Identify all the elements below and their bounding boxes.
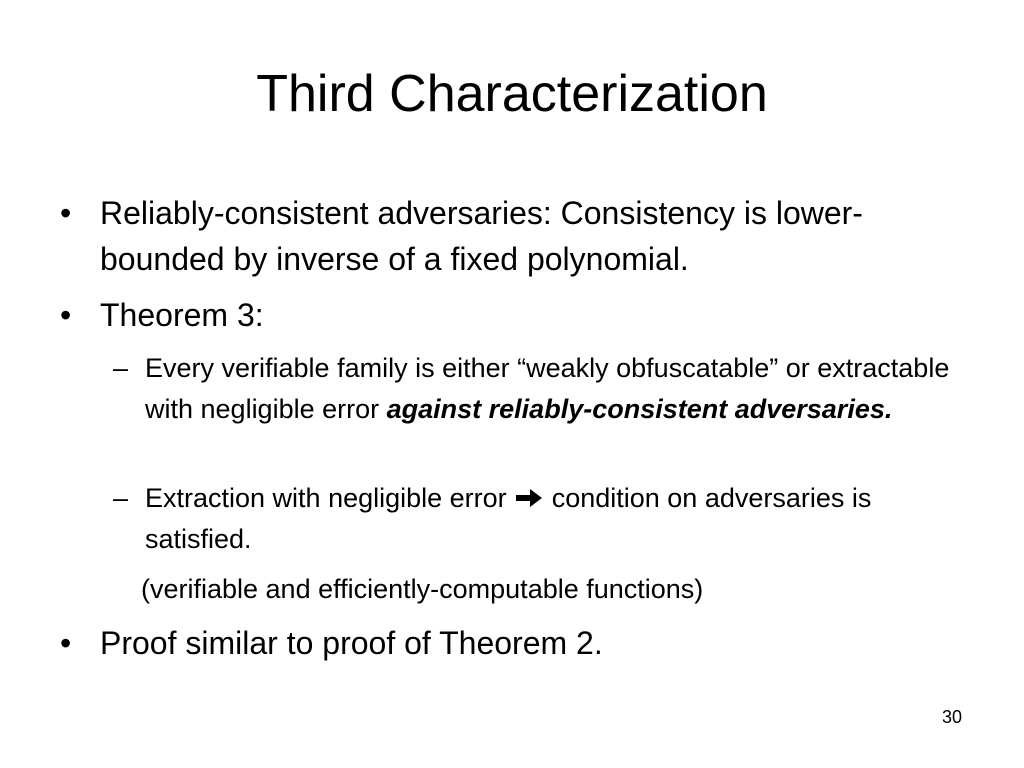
sub-bullet-item-1 <box>113 348 975 430</box>
dash-marker: – <box>113 353 129 383</box>
sub-bullet-text-after: condition on adversaries is satisfied. <box>145 483 872 554</box>
bullet-text: Reliably-consistent adversaries: Consistency is lower-bounded by inverse of a fixed polynomial. <box>100 195 863 277</box>
bullet-marker: • <box>60 297 72 333</box>
sub-bullet-text: Every verifiable family is either “weakly obfuscatable” or extractable with negligible error <box>145 353 950 424</box>
bullet-text: Proof similar to proof of Theorem 2. <box>100 625 603 661</box>
bullet-item-1 <box>60 190 970 282</box>
parenthetical-note: (verifiable and efficiently-computable functions) <box>141 574 704 604</box>
bullet-item-2 <box>60 292 970 338</box>
bullet-text: Theorem 3: <box>100 297 264 333</box>
slide-title: Third Characterization <box>256 65 768 123</box>
sub-bullet-emphasis: against reliably-consistent adversaries. <box>386 394 893 424</box>
bullet-item-3 <box>60 620 970 666</box>
bullet-marker: • <box>60 625 72 661</box>
sub-bullet-text-before: Extraction with negligible error <box>145 483 507 513</box>
page-number: 30 <box>941 707 962 727</box>
bullet-marker: • <box>60 195 72 231</box>
dash-marker: – <box>113 483 129 513</box>
sub-bullet-item-2 <box>113 478 975 560</box>
right-arrow-icon <box>514 487 544 509</box>
